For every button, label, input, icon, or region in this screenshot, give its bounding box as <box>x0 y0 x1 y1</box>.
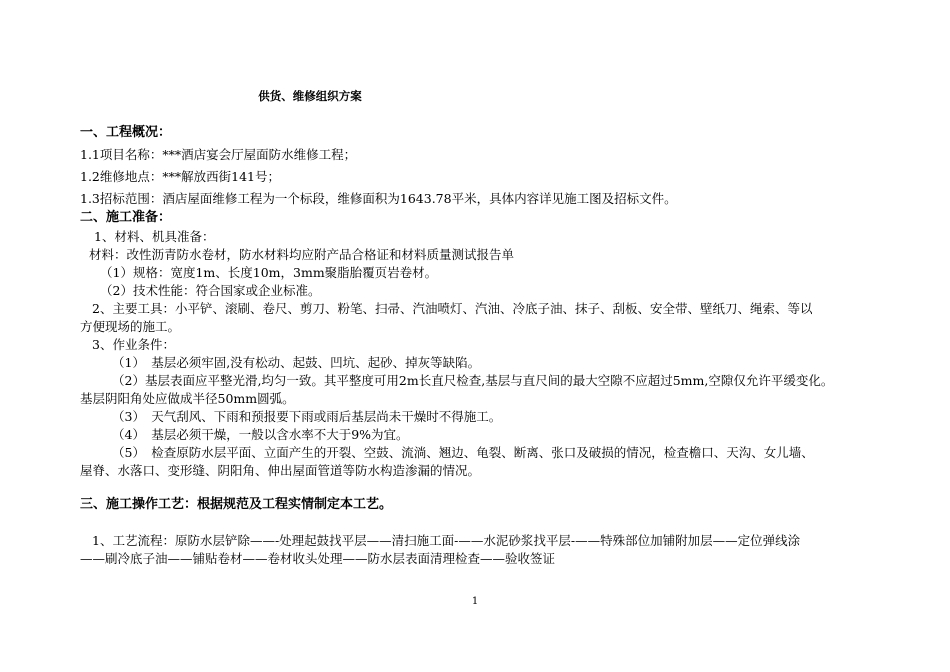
text-line: （1） 基层必须牢固,没有松动、起鼓、凹坑、起砂、掉灰等缺陷。 <box>112 355 481 370</box>
page-number: 1 <box>471 596 479 607</box>
text-line: 1.2维修地点：***解放西街141号； <box>80 169 280 184</box>
text-line: 屋脊、水落口、变形缝、阴阳角、伸出屋面管道等防水构造渗漏的情况。 <box>80 463 481 478</box>
text-line: 基层阴阳角处应做成半径50mm圆弧。 <box>80 391 295 406</box>
text-line: 1.3招标范围：酒店屋面维修工程为一个标段，维修面积为1643.78平米，具体内容详见施工图及招标文件。 <box>80 191 677 206</box>
text-line: 方便现场的施工。 <box>80 319 181 334</box>
text-line: 3、作业条件： <box>92 337 175 352</box>
text-line: （4） 基层必须干燥，一般以含水率不大于9%为宜。 <box>112 427 409 442</box>
text-line: （3） 天气刮风、下雨和预报要下雨或雨后基层尚未干燥时不得施工。 <box>112 409 502 424</box>
text-line: （2）基层表面应平整光滑,均匀一致。其平整度可用2m长直尺检查,基层与直尺间的最大空隙不应超过5mm,空隙仅允许平缓变化。 <box>112 373 834 388</box>
text-line: （5） 检查原防水层平面、立面产生的开裂、空鼓、流淌、翘边、龟裂、断离、张口及破损的情况，检查檐口、天沟、女儿墙、 <box>112 445 814 460</box>
section-heading-2: 二、施工准备： <box>80 210 172 225</box>
text-line: 2、主要工具：小平铲、滚刷、卷尺、剪刀、粉笔、扫帚、汽油喷灯、汽油、冷底子油、抹子、刮板、安全带、壁纸刀、绳索、等以 <box>92 301 813 316</box>
text-line: 材料：改性沥青防水卷材，防水材料均应附产品合格证和材料质量测试报告单 <box>89 247 515 262</box>
document-title: 供货、维修组织方案 <box>258 89 362 103</box>
text-line: 1、工艺流程：原防水层铲除——-处理起鼓找平层——清扫施工面-——水泥砂浆找平层-——特殊部位加铺附加层——定位弹线涂 <box>92 533 801 548</box>
text-line: 1、材料、机具准备： <box>94 229 215 244</box>
text-line: （2）技术性能：符合国家或企业标准。 <box>100 283 321 298</box>
text-line: 1.1项目名称：***酒店宴会厅屋面防水维修工程； <box>80 147 357 162</box>
text-line: ——刷冷底子油——铺贴卷材——卷材收头处理——防水层表面清理检查——验收签证 <box>80 551 556 566</box>
section-heading-1: 一、工程概况： <box>80 125 172 140</box>
text-line: （1）规格：宽度1m、长度10m，3mm聚脂胎覆页岩卷材。 <box>100 265 438 280</box>
section-heading-3: 三、施工操作工艺：根据规范及工程实情制定本工艺。 <box>80 497 393 512</box>
